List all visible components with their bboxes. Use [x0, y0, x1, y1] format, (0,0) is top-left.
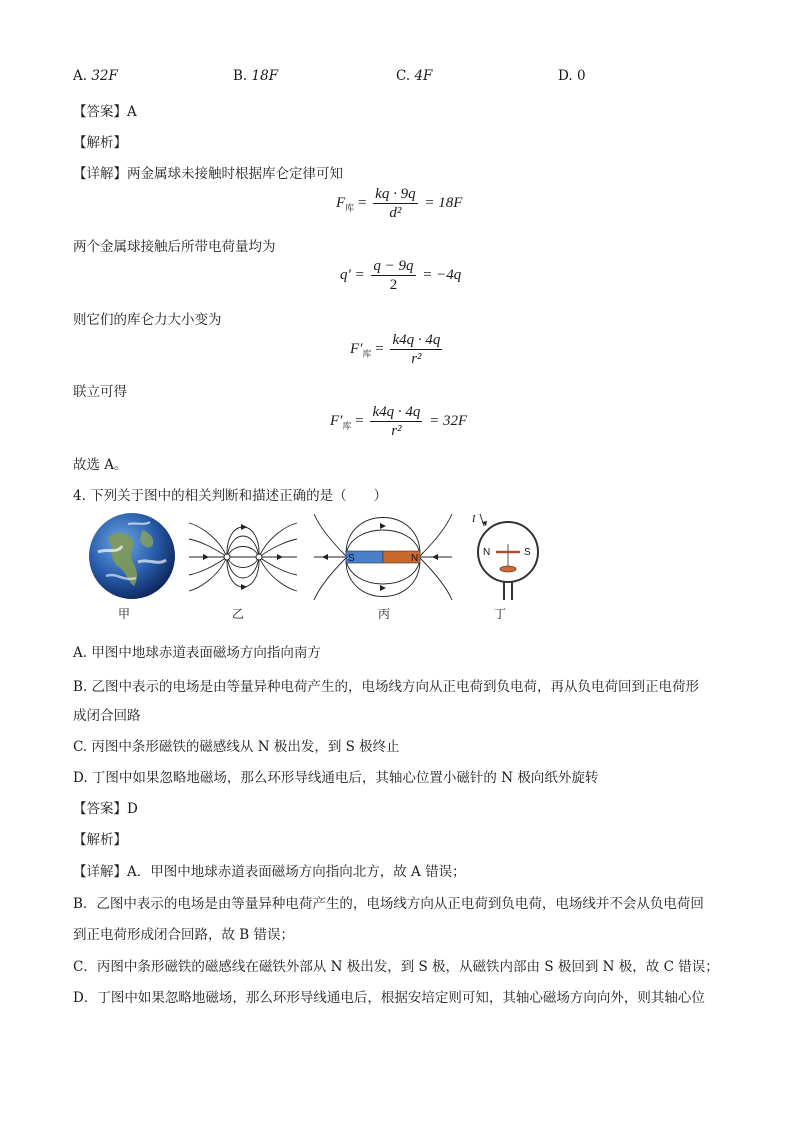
equation-3: $F'_库$ = $\frac{k4q \cdot 4q}{\text{r²}}$ — [350, 332, 441, 367]
current-loop-figure — [468, 512, 550, 602]
bar-magnet-field-figure — [312, 512, 454, 602]
magnet-s-label: S — [348, 553, 355, 564]
q4-detail-c: C．丙图中条形磁铁的磁感线在磁铁外部从 N 极出发，到 S 极，从磁铁内部由 S 极回到 N 极，故 C 错误； — [73, 959, 719, 975]
q4-detail-b-cont: 到正电荷形成闭合回路，故 B 错误； — [73, 927, 295, 943]
earth-figure — [88, 512, 176, 600]
caption-jia: 甲 — [118, 607, 131, 621]
caption-ding: 丁 — [494, 607, 507, 621]
current-label: I — [472, 514, 476, 525]
option-c: C. 4F — [396, 68, 433, 84]
q3-conclusion: 故选 A。 — [73, 457, 128, 473]
caption-bing: 丙 — [378, 607, 391, 621]
q4-option-b: B. 乙图中表示的电场是由等量异种电荷产生的，电场线方向从正电荷到负电荷，再从负电荷回到正电荷形 — [73, 679, 700, 695]
equation-1: $F_库$ = $\frac{kq \cdot 9q}{\text{d²}}$ = 18F — [336, 186, 463, 221]
dipole-field-figure — [187, 515, 299, 599]
magnet-n-label: N — [411, 553, 419, 564]
q4-detail-d: D．丁图中如果忽略地磁场，那么环形导线通电后，根据安培定则可知，其轴心磁场方向向外，则其轴心位 — [73, 990, 705, 1006]
needle-n-label: N — [483, 547, 491, 558]
q3-text3: 则它们的库仑力大小变为 — [73, 312, 222, 328]
q4-detail-b: B．乙图中表示的电场是由等量异种电荷产生的，电场线方向从正电荷到负电荷，电场线并不会从负电荷回 — [73, 896, 704, 912]
option-b: B. 18F — [233, 68, 279, 84]
q3-detail-intro: 【详解】两金属球未接触时根据库仑定律可知 — [73, 166, 343, 182]
q4-option-c: C. 丙图中条形磁铁的磁感线从 N 极出发，到 S 极终止 — [73, 739, 400, 755]
equation-4: $F'_库$ = $\frac{k4q \cdot 4q}{\text{r²}}$ = 32F — [330, 404, 468, 439]
q4-option-d: D. 丁图中如果忽略地磁场，那么环形导线通电后，其轴心位置小磁针的 N 极向纸外旋转 — [73, 770, 599, 786]
q3-answer: 【答案】A — [73, 104, 137, 120]
needle-s-label: S — [524, 547, 531, 558]
q4-option-b-cont: 成闭合回路 — [73, 708, 141, 724]
q3-text2: 两个金属球接触后所带电荷量均为 — [73, 239, 276, 255]
q4-analysis-label: 【解析】 — [73, 832, 127, 848]
option-a: A. 32F — [73, 68, 118, 84]
option-d: D. 0 — [558, 68, 586, 84]
caption-yi: 乙 — [232, 607, 245, 621]
q4-stem: 4. 下列关于图中的相关判断和描述正确的是（ ） — [73, 488, 388, 504]
q3-analysis-label: 【解析】 — [73, 135, 127, 151]
q4-option-a: A. 甲图中地球赤道表面磁场方向指向南方 — [73, 645, 321, 661]
equation-2: q′ = $\frac{q - 9q}{2}$ = −4q — [340, 258, 462, 293]
q4-detail-a: 【详解】A．甲图中地球赤道表面磁场方向指向北方，故 A 错误； — [73, 864, 466, 880]
q4-answer: 【答案】D — [73, 801, 138, 817]
q3-text4: 联立可得 — [73, 384, 127, 400]
